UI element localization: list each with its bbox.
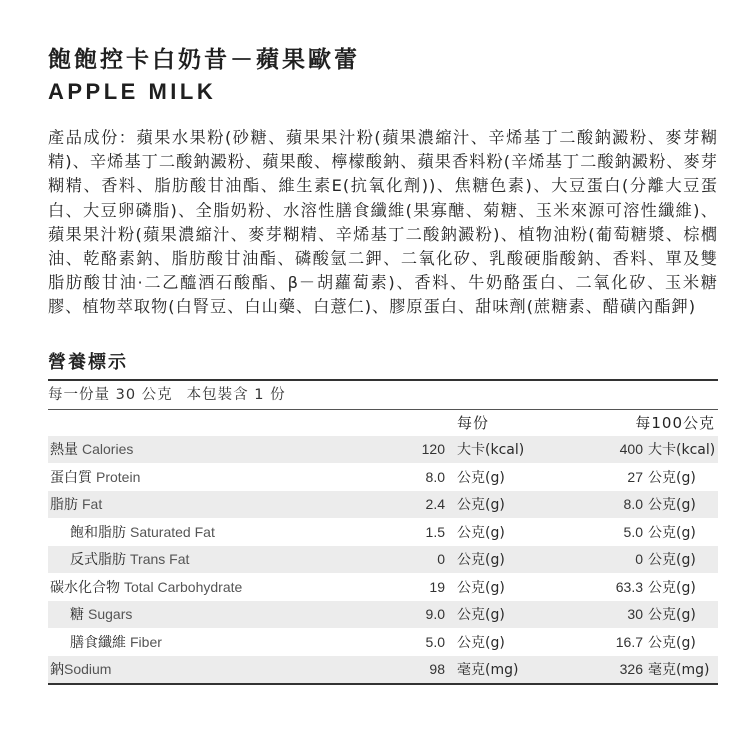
per-100g-value: 63.3: [615, 578, 643, 595]
nutrition-row-saturated-fat: [48, 518, 718, 546]
ingredients-text: 產品成份：蘋果水果粉(砂糖、蘋果果汁粉(蘋果濃縮汁、辛烯基丁二酸鈉澱粉、麥芽糊精)、辛烯基丁二酸鈉澱粉、蘋果酸、檸檬酸鈉、蘋果香料粉(辛烯基丁二酸鈉澱粉、麥芽糊精、香料、脂肪酸甘油酯、維生素E(抗氧化劑))、焦糖色素)、大豆蛋白(分離大豆蛋白、大豆卵磷脂)、全脂奶粉、水溶性膳食纖維(果寡醣、菊糖、玉米來源可溶性纖維)、蘋果果汁粉(蘋果濃縮汁、麥芽糊精、辛烯基丁二酸鈉澱粉)、植物油粉(葡萄糖漿、棕櫚油、乾酪素鈉、脂肪酸甘油酯、磷酸氫二鉀、二氧化矽、乳酸硬脂酸鈉、香料、單及雙脂肪酸甘油·二乙醯酒石酸酯、β－胡蘿蔔素)、香料、牛奶酪蛋白、二氧化矽、玉米糖膠、植物萃取物(白腎豆、白山藥、白薏仁)、膠原蛋白、甜味劑(蔗糖素、醋磺內酯鉀): [48, 128, 718, 317]
per-serving-unit: 公克(g): [457, 634, 505, 651]
nutrient-name: 膳食纖維 Fiber: [70, 633, 162, 651]
per-100g-unit: 毫克(mg): [643, 656, 718, 685]
per-100g-unit: 公克(g): [643, 601, 718, 629]
per-serving-unit: 公克(g): [445, 601, 549, 629]
per-100g-unit: 公克(g): [648, 579, 696, 596]
nutrition-row-protein: [48, 463, 718, 491]
per-100g-value: 8.0: [549, 491, 643, 519]
serving-size: 每一份量 30 公克: [48, 386, 173, 403]
nutrition-table: [48, 410, 718, 686]
nutrition-row-sodium: [48, 656, 718, 685]
nutrient-name: 飽和脂肪 Saturated Fat: [70, 523, 215, 541]
per-serving-value: 0: [399, 546, 445, 574]
nutrient-name: 糖 Sugars: [48, 601, 399, 629]
nutrient-name: 脂肪 Fat: [48, 491, 399, 519]
nutrient-name: 熱量 Calories: [48, 436, 399, 464]
per-100g-unit: 公克(g): [648, 469, 696, 486]
nutrition-row-carbohydrate: [48, 573, 718, 601]
per-serving-unit: 公克(g): [445, 546, 549, 574]
per-100g-value: 30: [549, 601, 643, 629]
nutrition-row-calories: [48, 436, 718, 464]
nutrient-name: 反式脂肪 Trans Fat: [48, 546, 399, 574]
column-header-per-100g: 每100公克: [635, 414, 715, 433]
servings-per-pack: 本包裝含 1 份: [186, 386, 286, 403]
per-100g-unit: 公克(g): [648, 634, 696, 651]
per-serving-value: 8.0: [425, 468, 445, 485]
nutrition-row-sugars: [48, 601, 718, 629]
per-100g-value: 16.7: [615, 633, 643, 650]
product-subtitle: APPLE MILK: [48, 79, 217, 104]
nutrient-name: 碳水化合物 Total Carbohydrate: [50, 578, 243, 596]
per-100g-value: 5.0: [623, 523, 643, 540]
per-serving-unit: 公克(g): [457, 579, 505, 596]
per-serving-unit: 公克(g): [457, 524, 505, 541]
per-serving-unit: 公克(g): [457, 469, 505, 486]
per-serving-unit: 公克(g): [445, 491, 549, 519]
per-100g-value: 0: [549, 546, 643, 574]
nutrition-header-row: [48, 410, 718, 436]
nutrition-row-fat: [48, 491, 718, 519]
nutrition-row-trans-fat: [48, 546, 718, 574]
per-serving-unit: 毫克(mg): [445, 656, 549, 685]
per-100g-value: 27: [627, 468, 643, 485]
per-serving-value: 98: [399, 656, 445, 685]
per-serving-value: 5.0: [425, 633, 445, 650]
per-serving-unit: 大卡(kcal): [445, 436, 549, 464]
per-100g-unit: 大卡(kcal): [643, 436, 718, 464]
product-label: [48, 44, 718, 685]
per-serving-value: 19: [429, 578, 445, 595]
nutrient-name: 鈉Sodium: [48, 656, 399, 685]
per-100g-value: 326: [549, 656, 643, 685]
per-serving-value: 1.5: [425, 523, 445, 540]
per-100g-unit: 公克(g): [643, 546, 718, 574]
per-serving-value: 120: [399, 436, 445, 464]
nutrition-row-fiber: [48, 628, 718, 656]
per-serving-value: 9.0: [399, 601, 445, 629]
per-100g-unit: 公克(g): [648, 524, 696, 541]
product-title: 飽飽控卡白奶昔－蘋果歐蕾: [48, 47, 360, 73]
nutrition-heading: 營養標示: [48, 351, 128, 373]
per-100g-unit: 公克(g): [643, 491, 718, 519]
per-serving-value: 2.4: [399, 491, 445, 519]
column-header-per-serving: 每份: [457, 414, 490, 433]
serving-info: [48, 381, 718, 409]
per-100g-value: 400: [549, 436, 643, 464]
nutrient-name: 蛋白質 Protein: [50, 468, 141, 486]
